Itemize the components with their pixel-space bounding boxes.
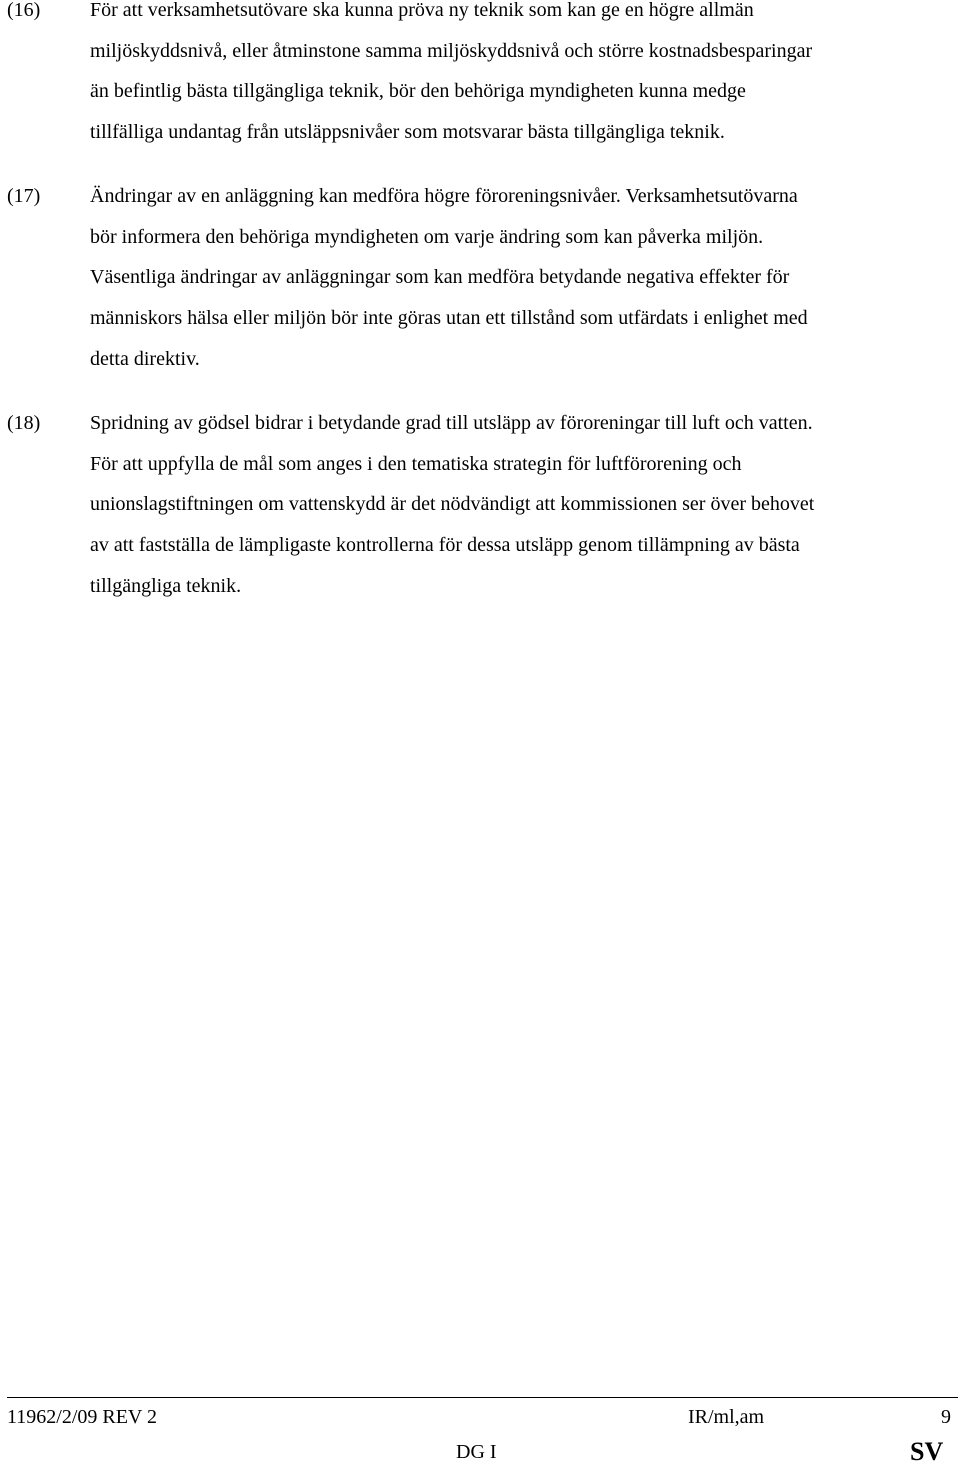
footer-initials: IR/ml,am: [688, 1406, 765, 1428]
paragraph-number: (16): [7, 0, 41, 21]
text-line: För att uppfylla de mål som anges i den tematiska strategin för luftförorening och: [90, 452, 742, 475]
paragraph-text: [90, 403, 952, 607]
footer-language-code: SV: [910, 1437, 944, 1466]
paragraph-text: [90, 176, 952, 380]
text-line: människors hälsa eller miljön bör inte göras utan ett tillstånd som utfärdats i enlighet med: [90, 307, 808, 330]
text-line: unionslagstiftningen om vattenskydd är det nödvändigt att kommissionen ser över behovet: [90, 493, 815, 516]
text-line: av att fastställa de lämpligaste kontrollerna för dessa utsläpp genom tillämpning av bästa: [90, 534, 800, 557]
text-line: bör informera den behöriga myndigheten om varje ändring som kan påverka miljön.: [90, 225, 764, 248]
text-line: Ändringar av en anläggning kan medföra högre föroreningsnivåer. Verksamhetsutövarna: [90, 185, 798, 207]
text-line: Spridning av gödsel bidrar i betydande grad till utsläpp av föroreningar till luft och vatten.: [90, 412, 813, 434]
footer-divider: [7, 1397, 958, 1398]
paragraph-number: (18): [7, 412, 41, 434]
footer-document-reference: 11962/2/09 REV 2: [7, 1406, 158, 1428]
text-line: Väsentliga ändringar av anläggningar som kan medföra betydande negativa effekter för: [90, 266, 790, 289]
paragraph-text: [90, 0, 952, 153]
text-line: tillgängliga teknik.: [90, 574, 242, 597]
footer-page-number: 9: [941, 1406, 951, 1428]
text-line: miljöskyddsnivå, eller åtminstone samma miljöskyddsnivå och större kostnadsbesparingar: [90, 39, 813, 62]
paragraph-number: (17): [7, 185, 41, 207]
text-line: än befintlig bästa tillgängliga teknik, bör den behöriga myndigheten kunna medge: [90, 80, 746, 103]
text-line: tillfälliga undantag från utsläppsnivåer som motsvarar bästa tillgängliga teknik.: [90, 121, 725, 144]
text-line: detta direktiv.: [90, 347, 200, 370]
text-line: För att verksamhetsutövare ska kunna pröva ny teknik som kan ge en högre allmän: [90, 0, 754, 21]
footer-directorate: DG I: [456, 1441, 497, 1463]
